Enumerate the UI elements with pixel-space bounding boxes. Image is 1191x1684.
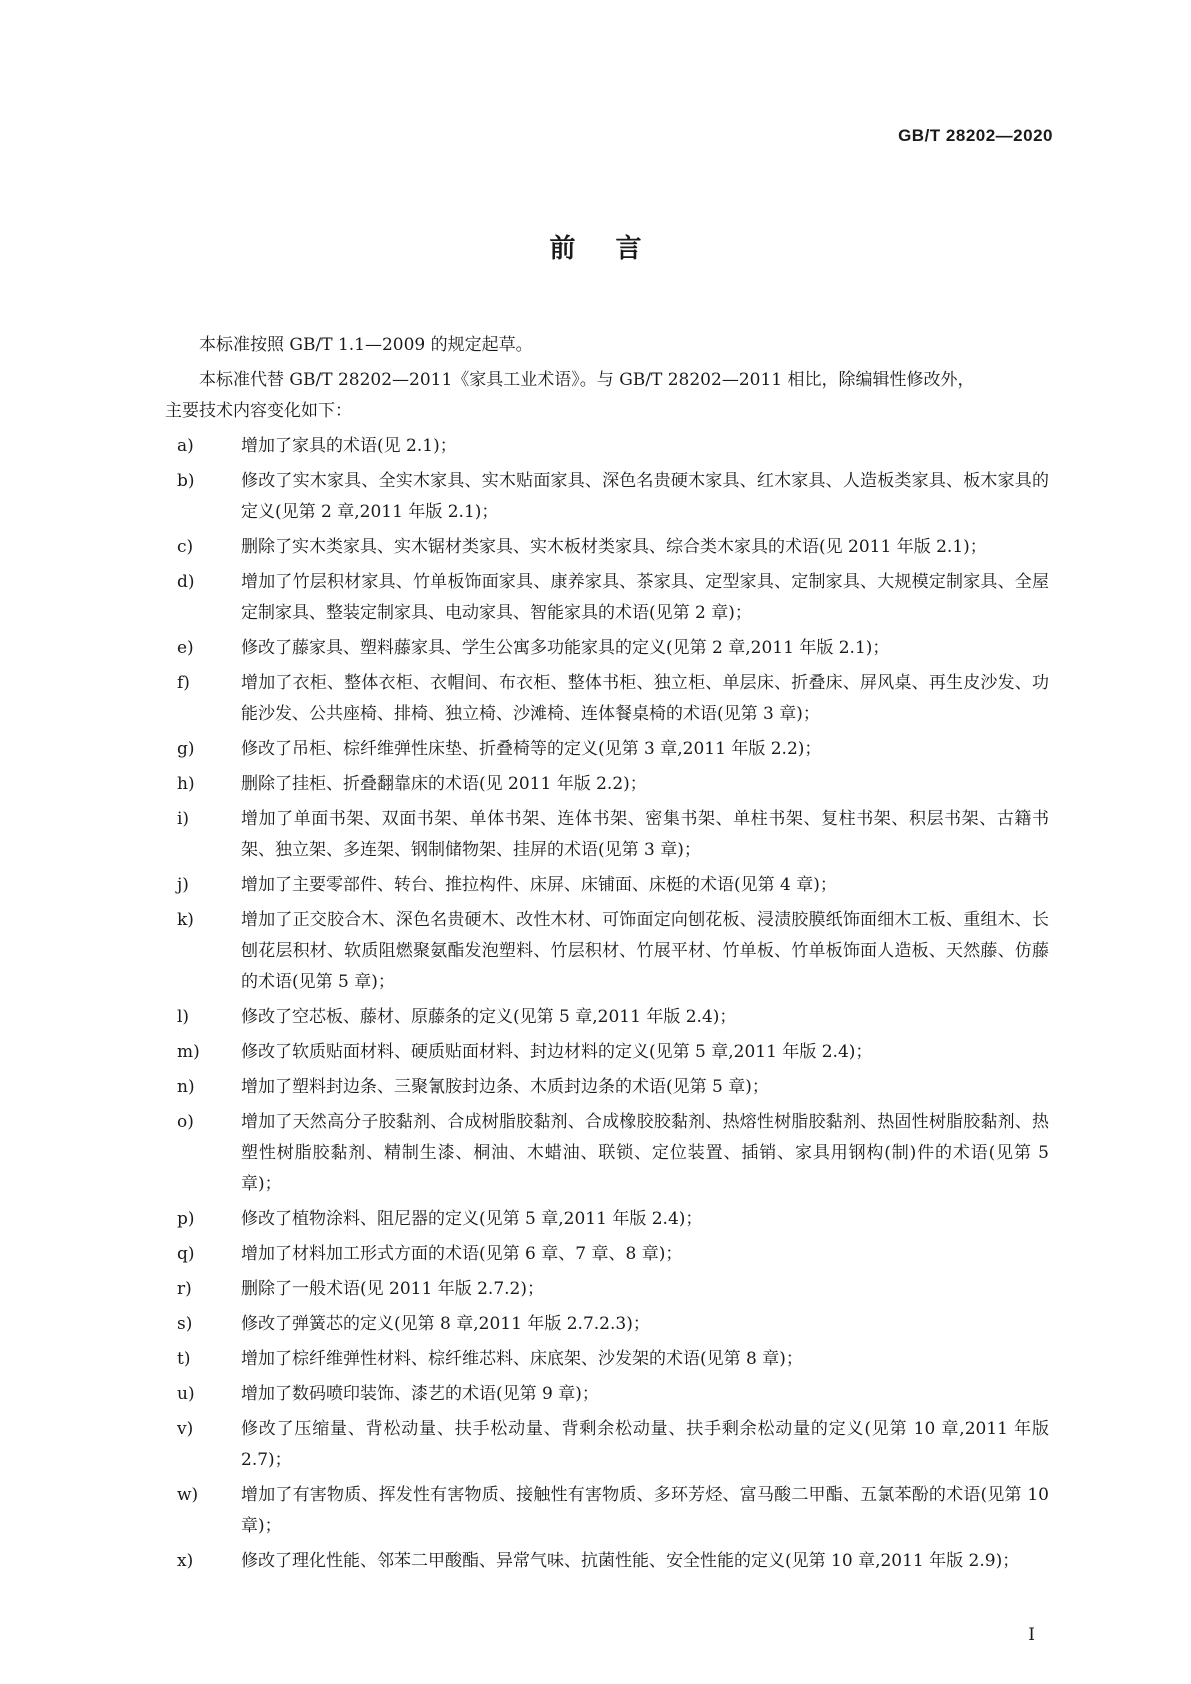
list-item <box>165 905 1049 998</box>
list-item-text: 修改了弹簧芯的定义(见第 8 章,2011 年版 2.7.2.3)； <box>241 1314 650 1334</box>
list-item <box>165 1037 1049 1068</box>
standard-number: GB/T 28202—2020 <box>898 126 1053 145</box>
list-item <box>165 1107 1049 1200</box>
list-marker: q) <box>177 1244 195 1264</box>
list-marker: u) <box>177 1384 195 1404</box>
list-item <box>165 466 1049 528</box>
list-marker: w) <box>177 1485 199 1505</box>
list-item <box>165 769 1049 800</box>
list-item-text: 增加了单面书架、双面书架、单体书架、连体书架、密集书架、单柱书架、复柱书架、积层书架、古籍书架、独立架、多连架、钢制储物架、挂屏的术语(见第 3 章)； <box>241 809 1049 860</box>
list-item <box>165 1480 1049 1542</box>
list-marker: a) <box>177 436 194 456</box>
drafting-statement: 本标准按照 GB/T 1.1—2009 的规定起草。 <box>199 335 533 355</box>
list-marker: g) <box>177 739 195 759</box>
list-item <box>165 567 1049 629</box>
list-item-text: 增加了有害物质、挥发性有害物质、接触性有害物质、多环芳烃、富马酸二甲酯、五氯苯酚的术语(见第 10 章)； <box>241 1485 1049 1536</box>
list-marker: x) <box>177 1551 194 1571</box>
list-marker: v) <box>177 1419 194 1439</box>
list-marker: c) <box>177 537 194 557</box>
list-item <box>165 1274 1049 1305</box>
list-item-text: 增加了塑料封边条、三聚氰胺封边条、木质封边条的术语(见第 5 章)； <box>241 1077 769 1097</box>
list-item-text: 修改了实木家具、全实木家具、实木贴面家具、深色名贵硬木家具、红木家具、人造板类家具、板木家具的定义(见第 2 章,2011 年版 2.1)； <box>241 471 1049 522</box>
list-item <box>165 804 1049 866</box>
list-marker: t) <box>177 1349 191 1369</box>
list-marker: k) <box>177 910 194 930</box>
list-item-text: 修改了理化性能、邻苯二甲酸酯、异常气味、抗菌性能、安全性能的定义(见第 10 章,2011 年版 2.9)； <box>241 1551 1020 1571</box>
list-item <box>165 1379 1049 1410</box>
list-marker: p) <box>177 1209 195 1229</box>
list-item-text: 增加了家具的术语(见 2.1)； <box>241 436 457 456</box>
list-item-text: 修改了空芯板、藤材、原藤条的定义(见第 5 章,2011 年版 2.4)； <box>241 1007 737 1027</box>
list-item <box>165 870 1049 901</box>
list-item <box>165 1309 1049 1340</box>
list-marker: b) <box>177 471 195 491</box>
list-item-text: 修改了藤家具、塑料藤家具、学生公寓多功能家具的定义(见第 2 章,2011 年版 2.1)； <box>241 638 890 658</box>
changes-list <box>165 431 1049 1577</box>
list-marker: h) <box>177 774 195 794</box>
list-item-text: 删除了一般术语(见 2011 年版 2.7.2)； <box>241 1279 544 1299</box>
document-body <box>165 330 1049 1581</box>
list-item-text: 增加了数码喷印装饰、漆艺的术语(见第 9 章)； <box>241 1384 599 1404</box>
list-item-text: 修改了压缩量、背松动量、扶手松动量、背剩余松动量、扶手剩余松动量的定义(见第 10 章,2011 年版 2.7)； <box>241 1419 1049 1470</box>
list-marker: l) <box>177 1007 190 1027</box>
list-item <box>165 1414 1049 1476</box>
list-item <box>165 431 1049 462</box>
list-item <box>165 633 1049 664</box>
page-title: 前言 <box>549 234 682 264</box>
list-item-text: 增加了天然高分子胶黏剂、合成树脂胶黏剂、合成橡胶胶黏剂、热熔性树脂胶黏剂、热固性树脂胶黏剂、热塑性树脂胶黏剂、精制生漆、桐油、木蜡油、联锁、定位装置、插销、家具用钢构(制)件的术语(见第 5 章)； <box>241 1112 1049 1194</box>
list-item-text: 增加了材料加工形式方面的术语(见第 6 章、7 章、8 章)； <box>241 1244 683 1264</box>
list-item-text: 增加了衣柜、整体衣柜、衣帽间、布衣柜、整体书柜、独立柜、单层床、折叠床、屏风桌、再生皮沙发、功能沙发、公共座椅、排椅、独立椅、沙滩椅、连体餐桌椅的术语(见第 3 章)； <box>241 673 1049 724</box>
list-marker: f) <box>177 673 190 693</box>
list-item <box>165 532 1049 563</box>
list-item-text: 删除了挂柜、折叠翻靠床的术语(见 2011 年版 2.2)； <box>241 774 647 794</box>
list-item <box>165 1239 1049 1270</box>
list-item-text: 增加了棕纤维弹性材料、棕纤维芯料、床底架、沙发架的术语(见第 8 章)； <box>241 1349 803 1369</box>
list-item-text: 删除了实木类家具、实木锯材类家具、实木板材类家具、综合类木家具的术语(见 2011 年版 2.1)； <box>241 537 987 557</box>
list-marker: n) <box>177 1077 195 1097</box>
list-item-text: 修改了软质贴面材料、硬质贴面材料、封边材料的定义(见第 5 章,2011 年版 2.4)； <box>241 1042 873 1062</box>
list-item <box>165 1344 1049 1375</box>
list-marker: r) <box>177 1279 192 1299</box>
list-item-text: 增加了主要零部件、转台、推拉构件、床屏、床铺面、床梃的术语(见第 4 章)； <box>241 875 837 895</box>
list-marker: e) <box>177 638 194 658</box>
page-number: I <box>1028 1625 1035 1645</box>
list-item <box>165 734 1049 765</box>
list-item-text: 修改了植物涂料、阻尼器的定义(见第 5 章,2011 年版 2.4)； <box>241 1209 703 1229</box>
list-marker: m) <box>177 1042 200 1062</box>
list-item <box>165 1072 1049 1103</box>
list-item <box>165 1204 1049 1235</box>
replacement-statement: 本标准代替 GB/T 28202—2011《家具工业术语》。与 GB/T 28202—2011 相比，除编辑性修改外， <box>199 370 975 390</box>
list-item <box>165 1546 1049 1577</box>
list-item <box>165 1002 1049 1033</box>
list-marker: o) <box>177 1112 194 1132</box>
list-item-text: 增加了正交胶合木、深色名贵硬木、改性木材、可饰面定向刨花板、浸渍胶膜纸饰面细木工板、重组木、长刨花层积材、软质阻燃聚氨酯发泡塑料、竹层积材、竹展平材、竹单板、竹单板饰面人造板、天然藤、仿藤的术语(见第 5 章)； <box>241 910 1049 992</box>
list-marker: j) <box>177 875 189 895</box>
list-marker: i) <box>177 809 190 829</box>
list-item-text: 修改了吊柜、棕纤维弹性床垫、折叠椅等的定义(见第 3 章,2011 年版 2.2)； <box>241 739 822 759</box>
list-marker: d) <box>177 572 195 592</box>
list-item-text: 增加了竹层积材家具、竹单板饰面家具、康养家具、茶家具、定型家具、定制家具、大规模定制家具、全屋定制家具、整装定制家具、电动家具、智能家具的术语(见第 2 章)； <box>241 572 1049 623</box>
changes-intro: 主要技术内容变化如下： <box>165 401 352 421</box>
list-marker: s) <box>177 1314 193 1334</box>
list-item <box>165 668 1049 730</box>
